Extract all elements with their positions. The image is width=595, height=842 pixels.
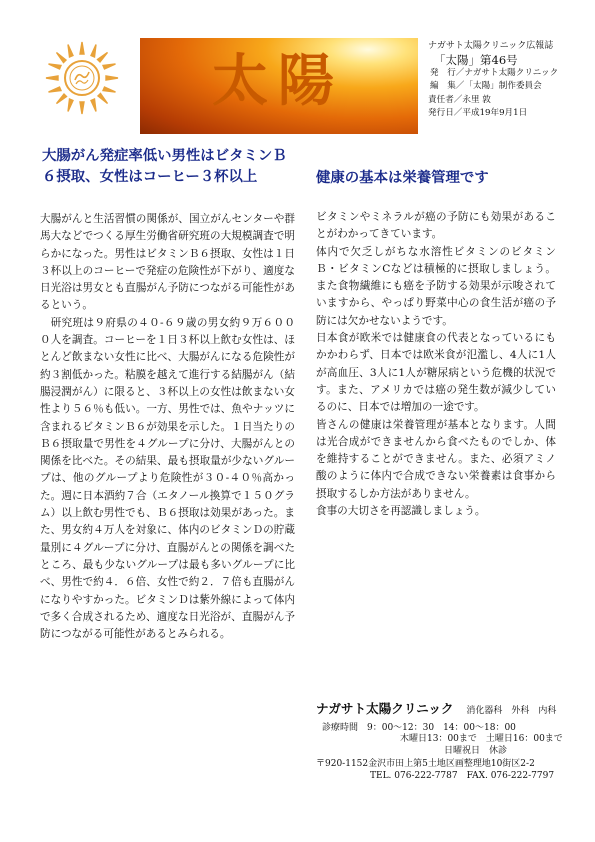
left-headline-line1: 大腸がん発症率低い男性はビタミンＢ (42, 148, 287, 164)
masthead-editor: 編 集／「太陽」制作委員会 (430, 81, 542, 92)
left-paragraph-2: 研究班は９府県の４０-６９歳の男女約９万６０００人を調査。コーヒーを１日３杯以上飲む女性は、ほとんど飲まない女性に比べ、大腸がんになる危険性が約３割低かった。粘膜を越えて進行する結腸がん（結腸浸潤がん）に限ると、３杯以上の女性は飲まない女性より５６％も低い。一方、男性では、魚やナッツに含まれるビタミンＢ６が効果を示した。１日当たりのＢ６摂取量で男性を４グループに分け、大腸がんとの関係を比べた。その結果、最も摂取量が少ないグループは、他のグループより危険性が３０-４０％高かった。週に日本酒約７合（エタノール換算で１５０グラム）以上飲む男性でも、Ｂ６摂取は効果があった。また、男女約４万人を対象に、体内のビタミンＤの貯蔵量別に４グループに分け、直腸がんとの関係を調べたところ、最も少ないグループは最も多いグループに比べ、男性で約４．６倍、女性で約２．７倍も直腸がんになりやすかった。ビタミンＤは紫外線によって体内で多く合成されるため、適度な日光浴が、直腸がん予防につながる可能性があるとみられる。 (40, 316, 295, 641)
masthead-publisher: 発 行／ナガサト太陽クリニック (430, 68, 559, 79)
clinic-hours: 診療時間 9：00～12：30 14：00～18：00 (322, 722, 516, 733)
banner-title: 太陽 (212, 48, 344, 114)
right-paragraph-2: 体内で欠乏しがちな水溶性ビタミンのビタミンＢ・ビタミンCなどは積極的に摂取しましょう。また食物繊維にも癌を予防する効果が示唆されていますから、やっぱり野菜中心の食生活が癌の予防には欠かせないようです。 (316, 245, 556, 327)
clinic-name: ナガサト太陽クリニック (316, 701, 454, 716)
left-article-body (40, 211, 295, 643)
left-paragraph-1: 大腸がんと生活習慣の関係が、国立がんセンターや群馬大などでつくる厚生労働省研究班の大規模調査で明らかになった。男性はビタミンＢ６摂取、女性は１日３杯以上のコーヒーで発症の危険性が下がり、適度な日光浴は男女とも直腸がん予防につながる可能性があるという。 (40, 213, 295, 312)
masthead (428, 40, 588, 120)
right-paragraph-5: 食事の大切さを再認識しましょう。 (316, 505, 486, 518)
sun-logo (44, 40, 120, 116)
right-paragraph-1: ビタミンやミネラルが癌の予防にも効果があることがわかってきています。 (316, 211, 556, 241)
clinic-hours-sub: 木曜日13：00まで 土曜日16：00まで (400, 734, 563, 744)
masthead-publisher-line: ナガサト太陽クリニック広報誌 (428, 41, 554, 51)
left-headline-line2: ６摂取、女性はコーヒー３杯以上 (42, 169, 258, 185)
title-banner (140, 38, 418, 134)
masthead-issue: 「太陽」第46号 (434, 53, 518, 68)
clinic-closed-days: 日曜祝日 休診 (444, 745, 508, 756)
clinic-address: 〒920-1152金沢市田上第5土地区画整理地10街区2-2 (316, 759, 535, 769)
right-headline: 健康の基本は栄養管理です (316, 170, 489, 186)
clinic-departments: 消化器科 外科 内科 (466, 706, 557, 716)
masthead-responsible: 責任者／永里 敦 (428, 94, 491, 105)
right-paragraph-4: 皆さんの健康は栄養管理が基本となります。人間は光合成ができませんから食べたものでしか、体を維持することができません。また、必須アミノ酸のように体内で合成できない栄養素は食事から摂取するしか方法がありません。 (316, 418, 556, 500)
right-article-body (316, 209, 556, 520)
right-paragraph-3: 日本食が欧米では健康食の代表となっているにもかかわらず、日本では欧米食が氾濫し、4人に1人が高血圧、3人に1人が糖尿病という危機的状況です。また、アメリカでは癌の発生数が減少しているのに、日本では増加の一途です。 (316, 332, 556, 414)
clinic-phone-fax: TEL. 076-222-7787 FAX. 076-222-7797 (370, 770, 555, 781)
clinic-info (316, 703, 571, 782)
masthead-date: 発行日／平成19年9月1日 (428, 107, 528, 118)
left-headline (42, 146, 302, 188)
